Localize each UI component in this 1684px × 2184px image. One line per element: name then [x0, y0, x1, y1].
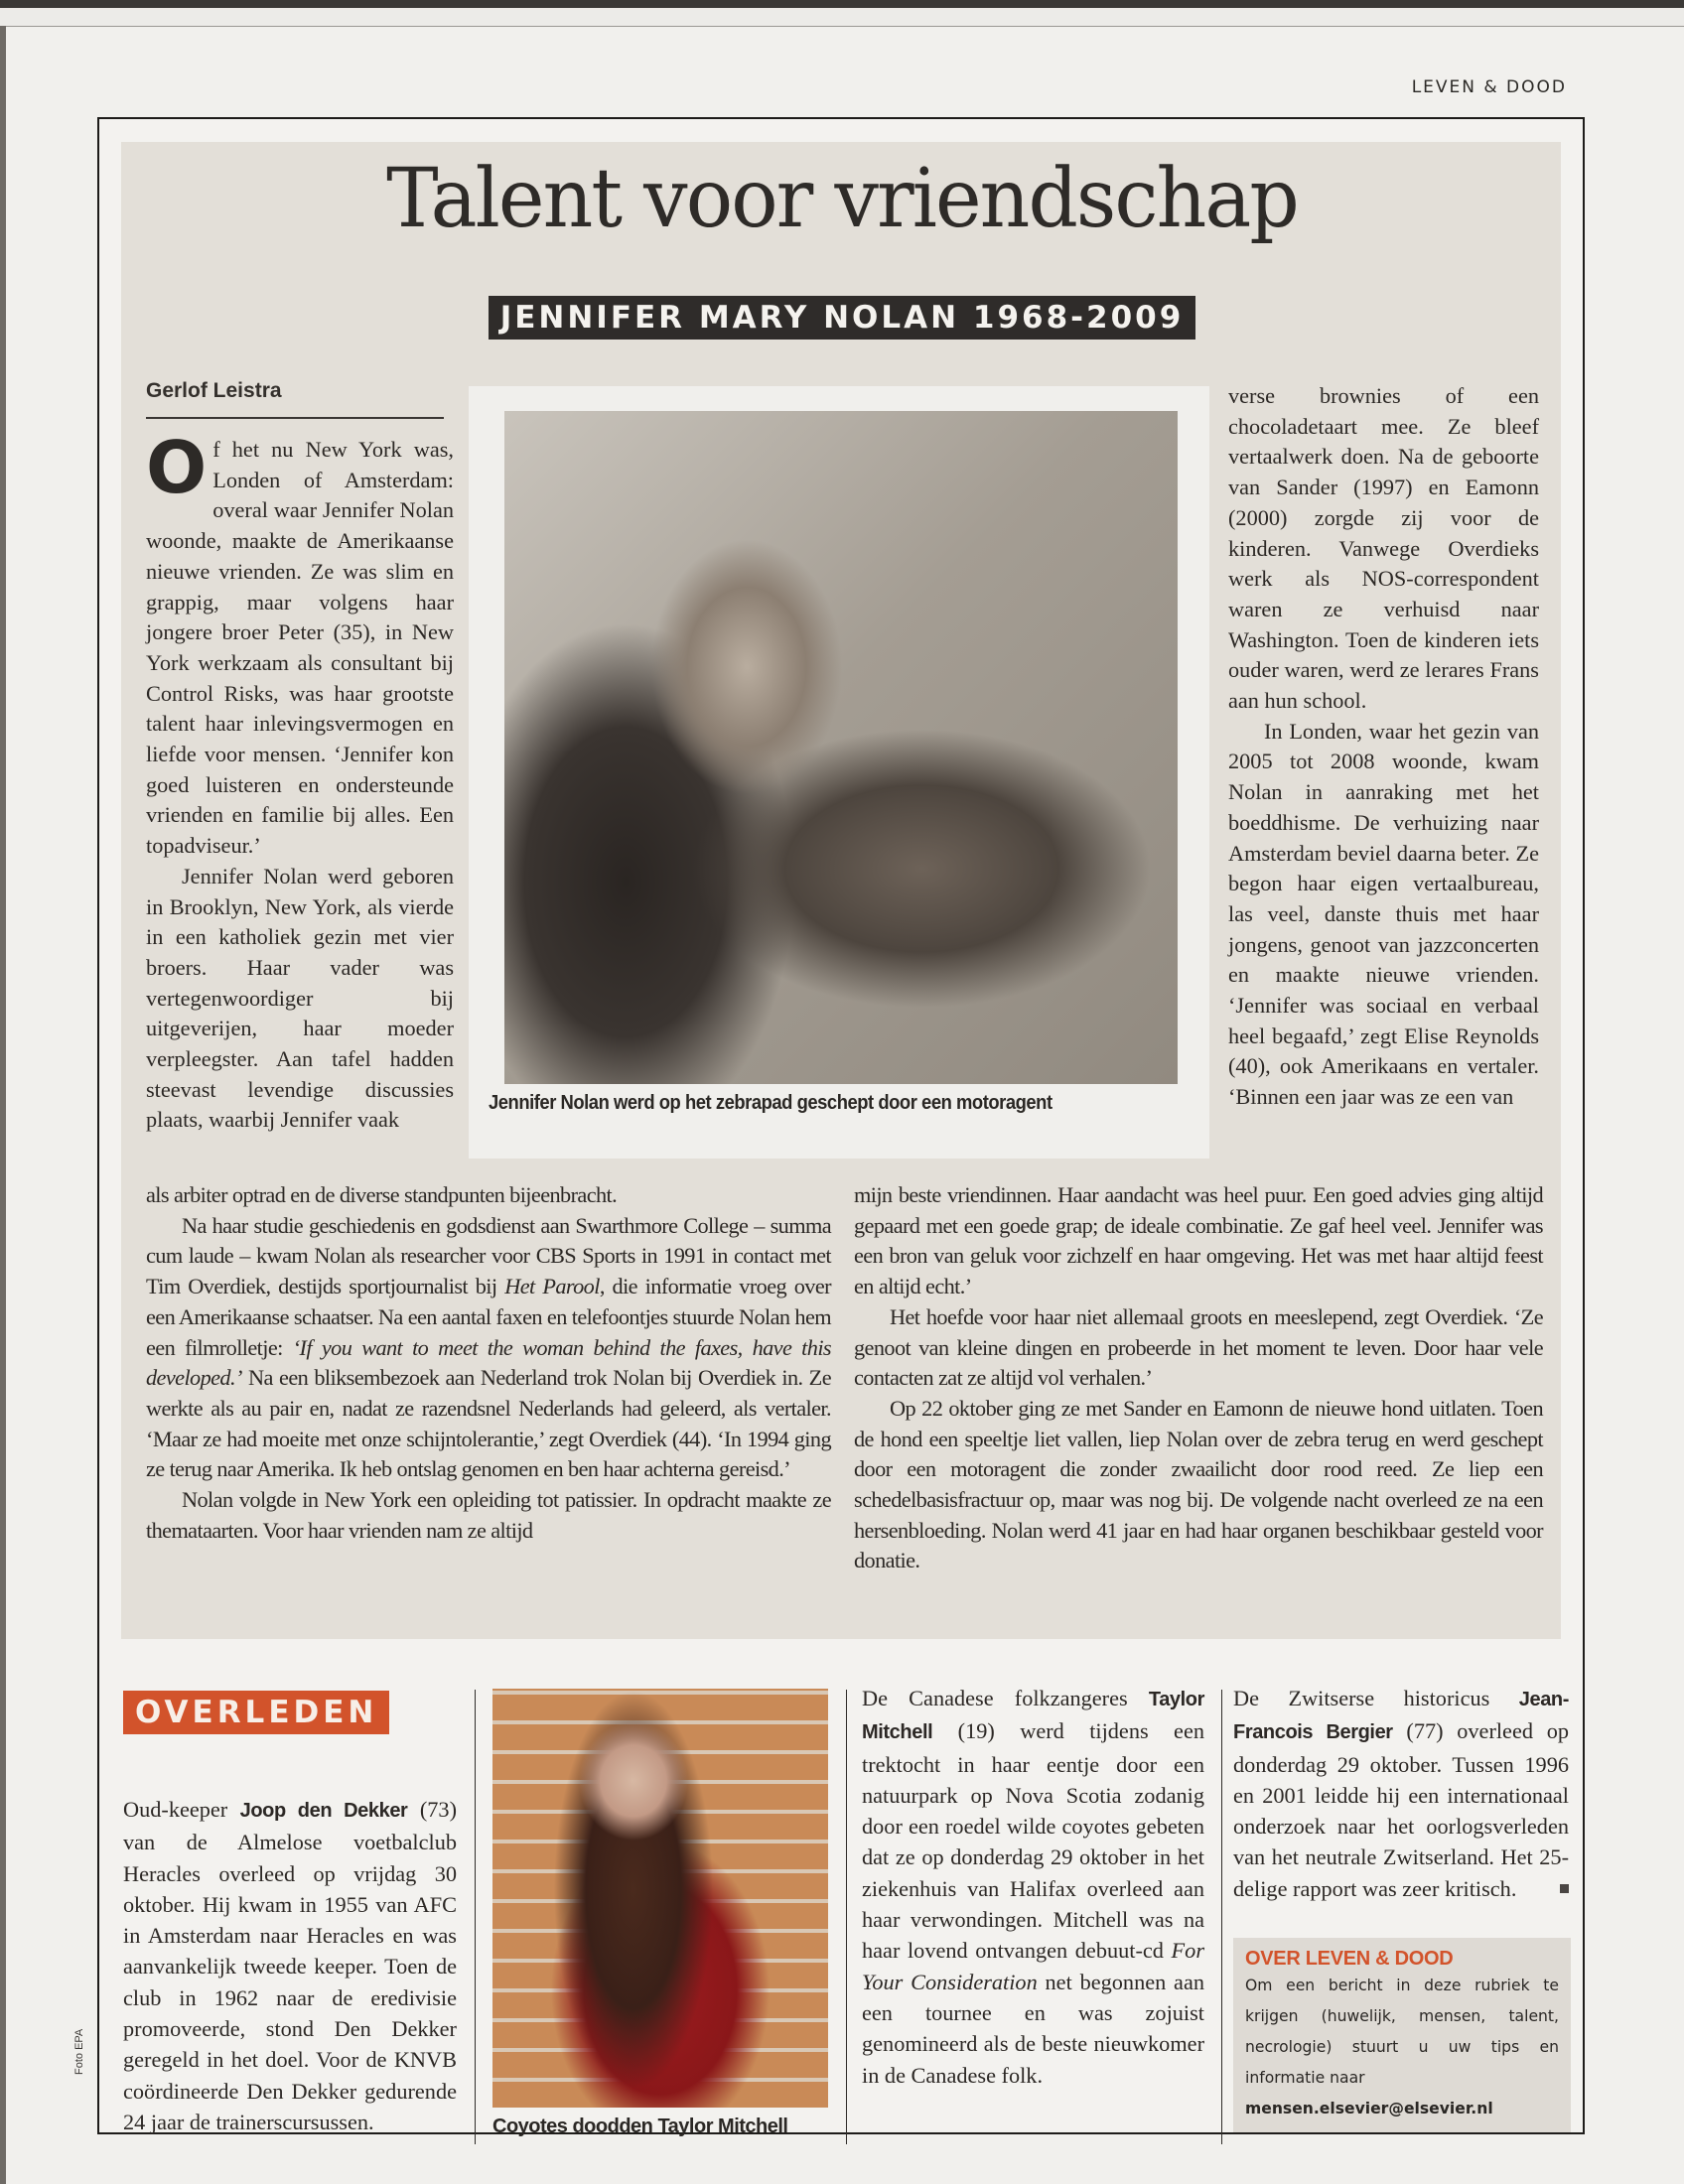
article-column-3 [1228, 381, 1539, 1113]
article-paragraph: Het hoefde voor haar niet allemaal groots en meeslepend, zegt Overdiek. ‘Ze genoot van kleine dingen en probeerde in het moment te leven. Door haar vele contacten zat ze altijd vol verhalen.’ [854, 1303, 1543, 1391]
column-divider [1221, 1690, 1222, 2144]
article-paragraph: mijn beste vriendinnen. Haar aandacht was heel puur. Een goed advies ging altijd gepaard met een goede grap; de ideale combinatie. Ze gaf heel veel. Jennifer was een bron van geluk voor zichzelf en haar omgeving. Het was met haar altijd feest en altijd echt.’ [854, 1182, 1543, 1299]
article-wide-left [146, 1180, 831, 1546]
article-paragraph: Na haar studie geschiedenis en godsdienst aan Swarthmore College – summa cum laude – kwam Nolan als researcher voor CBS Sports in 1991 in contact met Tim Overdiek, destijds sportjournalist bij Het Parool, die informatie vroeg over een Amerikaanse schaatser. Na een aantal faxen en telefoontjes stuurde Nolan hem een filmrolletje: ‘If you want to meet the woman behind the faxes, have this developed.’ Na een bliksembezoek aan Nederland trok Nolan bij Overdiek in. Ze werkte als au pair en, nadat ze razendsnel Nederlands had geleerd, als vertaler. ‘Maar ze had moeite met onze schijntolerantie,’ zegt Overdiek (44). ‘In 1994 ging ze terug naar Amerika. Ik heb ontslag genomen en ben haar achterna gereisd.’ [146, 1212, 832, 1482]
info-box [1233, 1938, 1571, 2132]
photo-credit: Foto EPA [73, 2028, 85, 2075]
scan-top-strip [0, 8, 1684, 27]
article-headline: Talent voor vriendschap [386, 152, 1298, 246]
end-mark-icon [1560, 1884, 1569, 1893]
drop-cap: O [146, 426, 208, 509]
article-paragraph: In Londen, waar het gezin van 2005 tot 2008 woonde, kwam Nolan in aanraking met het boeddhisme. De verhuizing naar Amsterdam beviel daarna beter. Ze begon haar eigen vertaalbureau, las veel, danste thuis met haar jongens, genoot van jazzconcerten en maakte nieuwe vrienden. ‘Jennifer was sociaal en verbaal heel begaafd,’ zegt Elise Reynolds (40), ook Amerikaans en vertaler. ‘Binnen een jaar was ze een van [1228, 718, 1539, 1110]
obituary-joop-den-dekker: Oud-keeper Joop den Dekker (73) van de Almelose voetbalclub Heracles overleed op vrijdag 30 oktober. Hij kwam in 1955 van AFC in Amsterdam naar Heracles en was aanvankelijk tweede keeper. Toen de club in 1962 naar de eredivisie promoveerde, stond Den Dekker geregeld in het doel. Voor de KNVB coördineerde Den Dekker gedurende 24 jaar de trainerscursussen. [123, 1797, 457, 2134]
info-box-title: OVER LEVEN & DOOD [1245, 1948, 1454, 1970]
article-paragraph: Nolan volgde in New York een opleiding tot patissier. In opdracht maakte ze themataarten. Voor haar vrienden nam ze altijd [146, 1487, 831, 1543]
article-column-1 [146, 426, 454, 1136]
obituary-name: Taylor Mitchell [862, 1689, 1204, 1744]
section-label: LEVEN & DOOD [1411, 77, 1567, 97]
byline-divider [146, 417, 444, 419]
jennifer-nolan-photo [504, 411, 1178, 1084]
taylor-mitchell-photo [492, 1689, 828, 2108]
obituary-name: Jean-Francois Bergier [1233, 1689, 1569, 1744]
article-paragraph: verse brownies of een chocoladetaart mee. Ze bleef vertaalwerk doen. Na de geboorte van Sander (1997) en Eamonn (2000) zorgde zij voor de kinderen. Vanwege Overdieks werk als NOS-correspondent waren ze verhuisd naar Washington. Toen de kinderen iets ouder waren, werd ze lerares Frans aan hun school. [1228, 383, 1539, 714]
info-box-email-link[interactable]: mensen.elsevier@elsevier.nl [1245, 2100, 1493, 2117]
scan-top-edge [0, 0, 1684, 8]
author-byline: Gerlof Leistra [146, 379, 282, 402]
info-box-text: Om een bericht in deze rubriek te krijgen (huwelijk, mensen, talent, necrologie) stuurt u uw tips en informatie naar [1245, 1977, 1559, 2087]
obituary-jean-francois-bergier: De Zwitserse historicus Jean-Francois Bergier (77) overleed op donderdag 29 oktober. Tussen 1996 en 2001 leidde hij een internationaal onderzoek naar het oorlogsverleden van het neutrale Zwitserland. Het 25-delige rapport was zeer kritisch. [1233, 1686, 1570, 1901]
obituary-name: Joop den Dekker [239, 1800, 408, 1822]
photo-caption: Jennifer Nolan werd op het zebrapad geschept door een motoragent [489, 1092, 1052, 1114]
article-wide-right [854, 1180, 1543, 1576]
taylor-photo-caption: Coyotes doodden Taylor Mitchell [492, 2116, 788, 2137]
article-paragraph: Op 22 oktober ging ze met Sander en Eamonn de nieuwe hond uitlaten. Toen de hond een speeltje liet vallen, liep Nolan over de zebra terug en werd geschept door een motoragent die zonder zwaailicht door rood reed. Ze liep een schedelbasisfractuur op, maar was nog bij. De volgende nacht overleed ze na een hersenbloeding. Nolan werd 41 jaar en had haar organen beschikbaar gesteld voor donatie. [854, 1395, 1543, 1573]
scan-left-edge [0, 26, 6, 2184]
article-paragraph: Jennifer Nolan werd geboren in Brooklyn, New York, als vierde in een katholiek gezin met vier broers. Haar vader was vertegenwoordiger bij uitgeverijen, haar moeder verpleegster. Aan tafel hadden steevast levendige discussies plaats, waarbij Jennifer vaak [146, 863, 454, 1133]
obituary-taylor-mitchell: De Canadese folkzangeres Taylor Mitchell (19) werd tijdens een trektocht in haar eentje door een natuurpark op Nova Scotia zodanig door een roedel wilde coyotes gebeten dat ze op donderdag 29 oktober in het ziekenhuis van Halifax overleed aan haar verwondingen. Mitchell was na haar lovend ontvangen debuut-cd For Your Consideration net begonnen aan een tournee en was zojuist genomineerd als de beste nieuwkomer in de Canadese folk. [862, 1686, 1205, 2088]
article-paragraph: als arbiter optrad en de diverse standpunten bijeenbracht. [146, 1182, 618, 1207]
column-divider [846, 1690, 847, 2144]
article-paragraph: Of het nu New York was, Londen of Amsterdam: overal waar Jennifer Nolan woonde, maakte de Amerikaanse nieuwe vrienden. Ze was slim en grappig, maar volgens haar jongere broer Peter (35), in New York werkzaam als consultant bij Control Risks, was haar grootste talent haar inlevingsvermogen en liefde voor mensen. ‘Jennifer kon goed luisteren en ondersteunde vrienden en familie bij alles. Een topadviseur.’ [146, 426, 454, 859]
overleden-tag: OVERLEDEN [123, 1691, 389, 1734]
column-divider [475, 1690, 476, 2144]
subject-name-bar: JENNIFER MARY NOLAN 1968-2009 [489, 296, 1195, 340]
